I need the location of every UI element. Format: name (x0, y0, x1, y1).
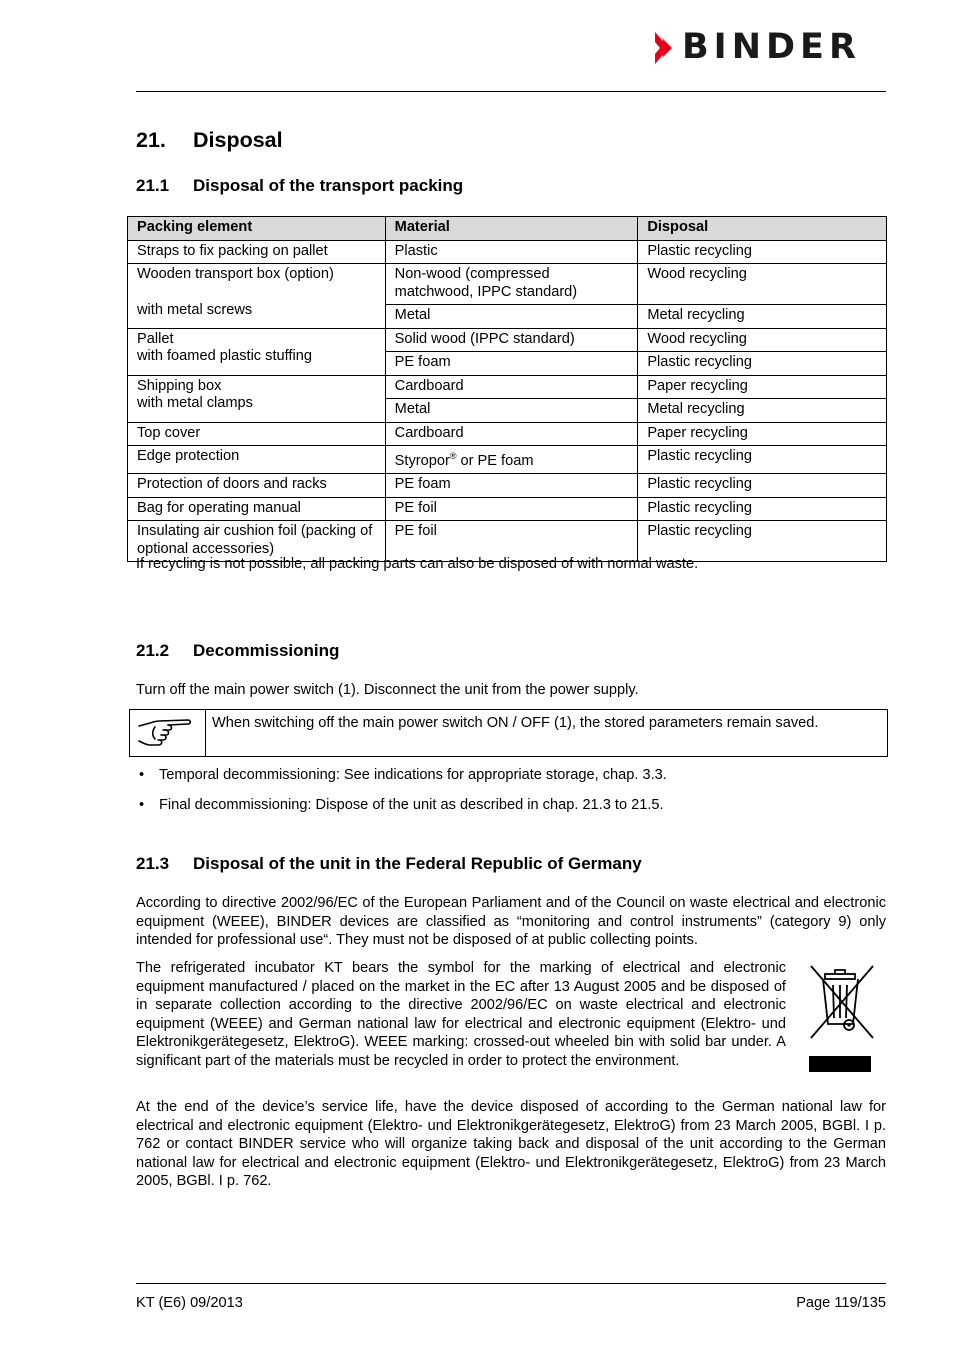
header-rule (136, 91, 886, 92)
table-cell: PE foam (385, 352, 638, 376)
table-cell: PE foam (385, 474, 638, 498)
footer-rule (136, 1283, 886, 1284)
bullet-text: Temporal decommissioning: See indications for appropriate storage, chap. 3.3. (159, 767, 667, 783)
cell-line: Pallet (137, 330, 174, 347)
section-2-heading (136, 641, 339, 661)
table-cell: Plastic recycling (638, 474, 887, 498)
bullet-icon: • (139, 797, 145, 813)
table-cell (128, 375, 386, 422)
table-row (128, 422, 887, 446)
table-row (128, 474, 887, 498)
section-3-title: Disposal of the unit in the Federal Republic of Germany (193, 854, 642, 873)
weee-paragraph-3: At the end of the device’s service life, have the device disposed of according to the German national law for electrical and electronic equipment (Elektro- und Elektronikgerätegesetz, ElektroG) from 23 March 2005, BGBl. I p. 762 or contact BINDER service who will organize taking back and disposal of the unit according to the German national law for electrical and electronic equipment (Elektro- und Elektronikgerätegesetz, ElektroG) from 23 March 2005, BGBl. I p. 762. (136, 1099, 886, 1189)
chapter-number: 21. (136, 128, 166, 152)
table-cell (385, 446, 638, 474)
material-text-rest: or PE foam (456, 452, 534, 469)
note-icon-cell (130, 710, 206, 756)
table-cell: PE foil (385, 521, 638, 562)
bullet-text: Final decommissioning: Dispose of the unit as described in chap. 21.3 to 21.5. (159, 797, 664, 813)
table-cell: Plastic recycling (638, 240, 887, 264)
table-cell: Paper recycling (638, 422, 887, 446)
table-cell: Plastic recycling (638, 446, 887, 474)
binder-logo-mark-icon (652, 30, 680, 66)
weee-paragraph-1: According to directive 2002/96/EC of the European Parliament and of the Council on waste electrical and electronic equipment (WEEE), BINDER devices are classified as “monitoring and control instruments” (category 9) only intended for professional use“. They must not be disposed of at public collecting points. (136, 895, 886, 948)
table-row (128, 446, 887, 474)
table-cell: Plastic (385, 240, 638, 264)
packing-note: If recycling is not possible, all packing parts can also be disposed of with normal waste. (136, 556, 699, 572)
section-1-title: Disposal of the transport packing (193, 176, 464, 195)
table-cell: Bag for operating manual (128, 497, 386, 521)
table-cell: Edge protection (128, 446, 386, 474)
column-header: Material (385, 217, 638, 241)
table-row (128, 264, 887, 305)
table-cell: Protection of doors and racks (128, 474, 386, 498)
bullet-item (139, 767, 667, 783)
cell-line: with metal screws (137, 302, 253, 318)
page-title (136, 128, 283, 153)
table-cell: Metal recycling (638, 399, 887, 423)
footer-doc-id: KT (E6) 09/2013 (136, 1295, 243, 1311)
table-row (128, 240, 887, 264)
packing-table (127, 216, 887, 562)
table-cell: Cardboard (385, 375, 638, 399)
table-cell: Metal (385, 399, 638, 423)
column-header: Packing element (128, 217, 386, 241)
table-cell: Cardboard (385, 422, 638, 446)
table-cell: Solid wood (IPPC standard) (385, 328, 638, 352)
binder-logo (652, 27, 888, 67)
table-row (128, 375, 887, 399)
chapter-title: Disposal (193, 128, 283, 152)
table-cell: Top cover (128, 422, 386, 446)
table-cell: Metal recycling (638, 305, 887, 329)
cell-line: with metal clamps (137, 395, 253, 411)
table-cell: Non-wood (compressed matchwood, IPPC standard) (385, 264, 638, 305)
registered-mark: ® (449, 451, 457, 461)
footer-page-number: Page 119/135 (796, 1295, 886, 1311)
table-cell: Wood recycling (638, 328, 887, 352)
section-1-number: 21.1 (136, 176, 170, 195)
weee-crossed-bin-icon (803, 962, 877, 1074)
table-cell (128, 264, 386, 329)
weee-paragraph-2: The refrigerated incubator KT bears the symbol for the marking of electrical and electronic equipment manufactured / placed on the market in the EC after 13 August 2005 and be disposed of in separate collection according to the directive 2002/96/EC on waste electrical and electronic equipment (WEEE) and German national law for electrical and electronic equipment (Elektro- und Elektronikgerätegesetz, ElektroG). WEEE marking: crossed-out wheeled bin with solid bar under. A significant part of the materials must be recycled in order to protect the environment. (136, 960, 786, 1069)
table-cell: Wood recycling (638, 264, 887, 305)
table-cell: Plastic recycling (638, 521, 887, 562)
table-row (128, 328, 887, 352)
table-row (128, 497, 887, 521)
cell-line: Wooden transport box (option) (137, 266, 334, 282)
column-header: Disposal (638, 217, 887, 241)
note-box (129, 709, 888, 757)
material-text: Styropor (394, 452, 450, 469)
table-cell: Plastic recycling (638, 497, 887, 521)
table-cell: Straps to fix packing on pallet (128, 240, 386, 264)
table-cell: Paper recycling (638, 375, 887, 399)
bullet-item (139, 797, 664, 813)
decommissioning-intro: Turn off the main power switch (1). Disconnect the unit from the power supply. (136, 682, 639, 698)
table-cell (128, 328, 386, 375)
cell-line: Shipping box (137, 377, 222, 394)
table-cell: Insulating air cushion foil (packing of optional accessories) (128, 521, 386, 562)
note-text: When switching off the main power switch ON / OFF (1), the stored parameters remain saved. (212, 715, 819, 731)
section-3-number: 21.3 (136, 854, 170, 873)
bullet-icon: • (139, 767, 145, 783)
table-cell: PE foil (385, 497, 638, 521)
binder-logo-text: BINDER (682, 27, 861, 67)
section-1-heading (136, 176, 463, 196)
section-3-heading (136, 854, 642, 874)
table-cell: Metal (385, 305, 638, 329)
table-cell: Plastic recycling (638, 352, 887, 376)
section-2-number: 21.2 (136, 641, 170, 660)
pointing-hand-icon (136, 714, 196, 754)
section-2-title: Decommissioning (193, 641, 340, 660)
table-header-row (128, 217, 887, 241)
cell-line: with foamed plastic stuffing (137, 348, 312, 364)
